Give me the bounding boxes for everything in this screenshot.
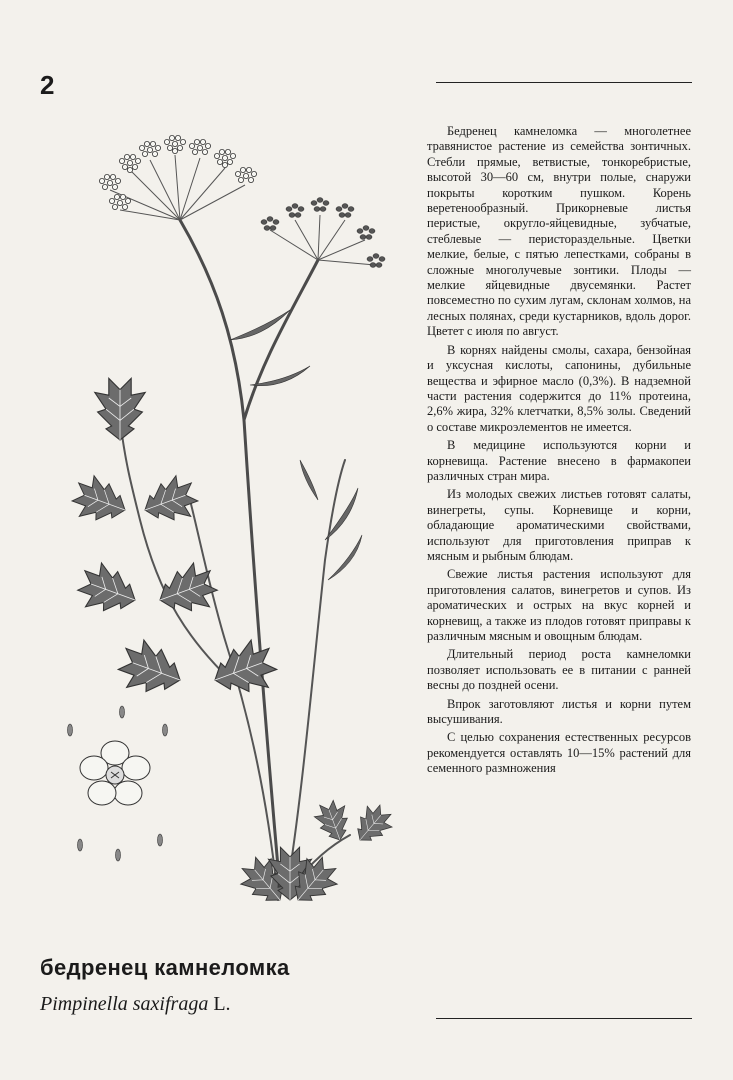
paragraph: Бедренец камнеломка — многолетнее травянистое растение из семейства зонтичных. Стебли прямые, ветвистые, тонкоребристые, высотой 30—60 см, внутри полые, снаружи покрыты коротким пушком. Корень веретенообразный. Прикорневые листья перистые, округло-яйцевидные, зубчатые, стеблевые — перистораздельные. Цветки мелкие, белые, с пятью лепестками, собраны в сложные многолучевые зонтики. Плоды — мелкие яйцевидные двусемянки. Растет повсеместно по сухим лугам, склонам холмов, на лесных полянах, среди кустарников, вдоль дорог. Цветет с июля по август. bbox=[427, 124, 691, 339]
paragraph: Впрок заготовляют листья и корни путем высушивания. bbox=[427, 696, 691, 727]
paragraph: В медицине используются корни и корневища. Растение внесено в фармакопеи различных стран мира. bbox=[427, 438, 691, 483]
article-body bbox=[427, 124, 691, 780]
paragraph: Свежие листья растения используют для приготовления салатов, винегретов и супов. Из ароматических и острых на вкус корней и корневищ, а также из плодов готовят приправы к различным мясным и овощным блюдам. bbox=[427, 567, 691, 643]
latin-binomial: Pimpinella saxifraga bbox=[40, 993, 209, 1015]
latin-author: L. bbox=[208, 993, 231, 1015]
top-divider bbox=[436, 82, 692, 83]
latin-name bbox=[40, 993, 231, 1016]
plant-name-title: бедренец камнеломка bbox=[40, 955, 290, 980]
paragraph: С целью сохранения естественных ресурсов рекомендуется оставлять 10—15% растений для семенного размножения bbox=[427, 730, 691, 776]
paragraph: Из молодых свежих листьев готовят салаты, винегреты, супы. Корневище и корни, обладающие ароматическими свойствами, используют для приготовления приправ к мясным и рыбным блюдам. bbox=[427, 487, 691, 563]
plant-illustration bbox=[40, 40, 420, 940]
bottom-divider bbox=[436, 1018, 692, 1019]
paragraph: В корнях найдены смолы, сахара, бензойная и уксусная кислоты, сапонины, дубильные вещества и эфирное масло (0,3%). В надземной части растения содержится до 11% протеина, 2,6% жира, 32% клетчатки, 8,5% золы. Сведений о составе микроэлементов не имеется. bbox=[427, 342, 691, 434]
paragraph: Длительный период роста камнеломки позволяет использовать ее в питании с ранней весны до поздней осени. bbox=[427, 647, 691, 693]
page-number: 2 bbox=[40, 70, 55, 100]
